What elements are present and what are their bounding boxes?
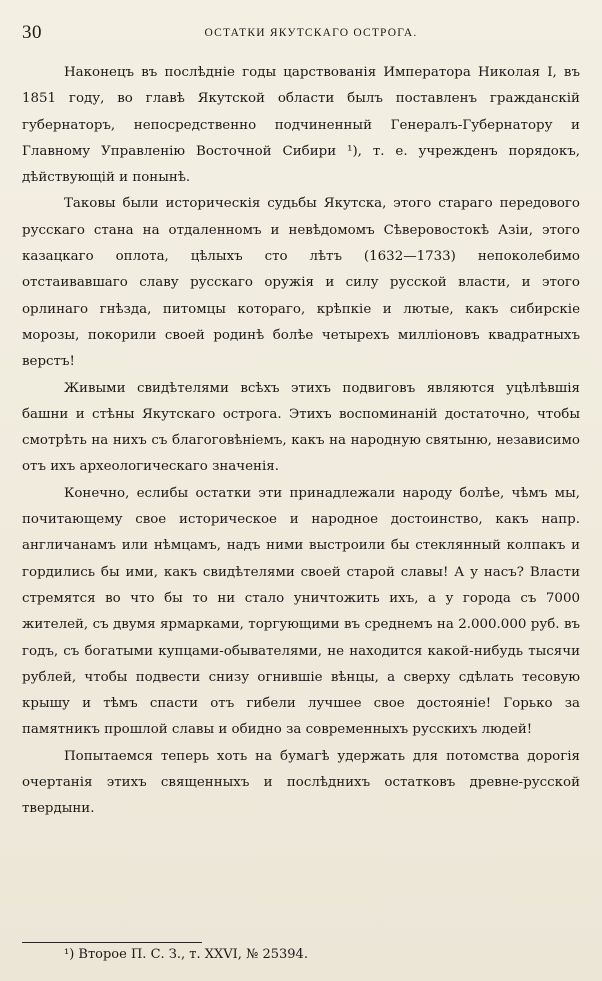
paragraph-preservation: Попытаемся теперь хоть на бумагѣ удержать для потомства дорогія очертанія этихъ священныхъ и послѣднихъ остатковъ древне-русской твердыни.: [22, 748, 580, 817]
paragraph-governor: Наконецъ въ послѣдніе годы царствованія Императора Николая I, въ 1851 году, во главѣ Якутской области былъ поставленъ гражданскій губернаторъ, непосредственно подчиненный Генералъ-Губернатору и Главному Управленію Восточной Сибири ¹), т. е. учрежденъ порядокъ, дѣйствующій и понынѣ.: [22, 65, 580, 186]
footnote-rule: [22, 942, 202, 943]
body-text: [22, 60, 580, 817]
footnote: ¹) Второе П. С. З., т. XXVI, № 25394.: [64, 947, 308, 962]
running-title: ОСТАТКИ ЯКУТСКАГО ОСТРОГА.: [204, 27, 418, 39]
page-number: 30: [22, 22, 42, 43]
paragraph-neglect: Конечно, еслибы остатки эти принадлежали народу болѣе, чѣмъ мы, почитающему свое историческое и народное достоинство, какъ напр. англичанамъ или нѣмцамъ, надъ ними выстроили бы стеклянный колпакъ и гордились бы ими, какъ свидѣтелями своей старой славы! А у насъ? Власти стремятся во что бы то ни стало уничтожить ихъ, а у города съ 7000 жителей, съ двумя ярмарками, торгующими въ среднемъ на 2.000.000 руб. въ годъ, съ богатыми купцами-обывателями, не находится какой-нибудь тысячи рублей, чтобы подвести снизу огнившіе вѣнцы, а сверху сдѣлать тесовую крышу и тѣмъ спасти отъ гибели лучшее свое достояніе! Горько за памятникъ прошлой славы и обидно за современныхъ русскихъ людей!: [22, 485, 580, 738]
paragraph-history: Таковы были историческія судьбы Якутска, этого стараго передового русскаго стана на отдаленномъ и невѣдомомъ Сѣверовостокѣ Азіи, этого казацкаго оплота, цѣлыхъ сто лѣтъ (1632—1733) непоколебимо отстаивавшаго славу русскаго оружія и силу русской власти, и этого орлинаго гнѣзда, питомцы котораго, крѣпкіе и лютые, какъ сибирскіе морозы, покорили своей родинѣ болѣе четырехъ милліоновъ квадратныхъ верстъ!: [22, 196, 580, 370]
page-header: [22, 18, 580, 44]
paragraph-witnesses: Живыми свидѣтелями всѣхъ этихъ подвиговъ являются уцѣлѣвшія башни и стѣны Якутскаго острога. Этихъ воспоминаній достаточно, чтобы смотрѣть на нихъ съ благоговѣніемъ, какъ на народную святыню, независимо отъ ихъ археологическаго значенія.: [22, 380, 580, 475]
